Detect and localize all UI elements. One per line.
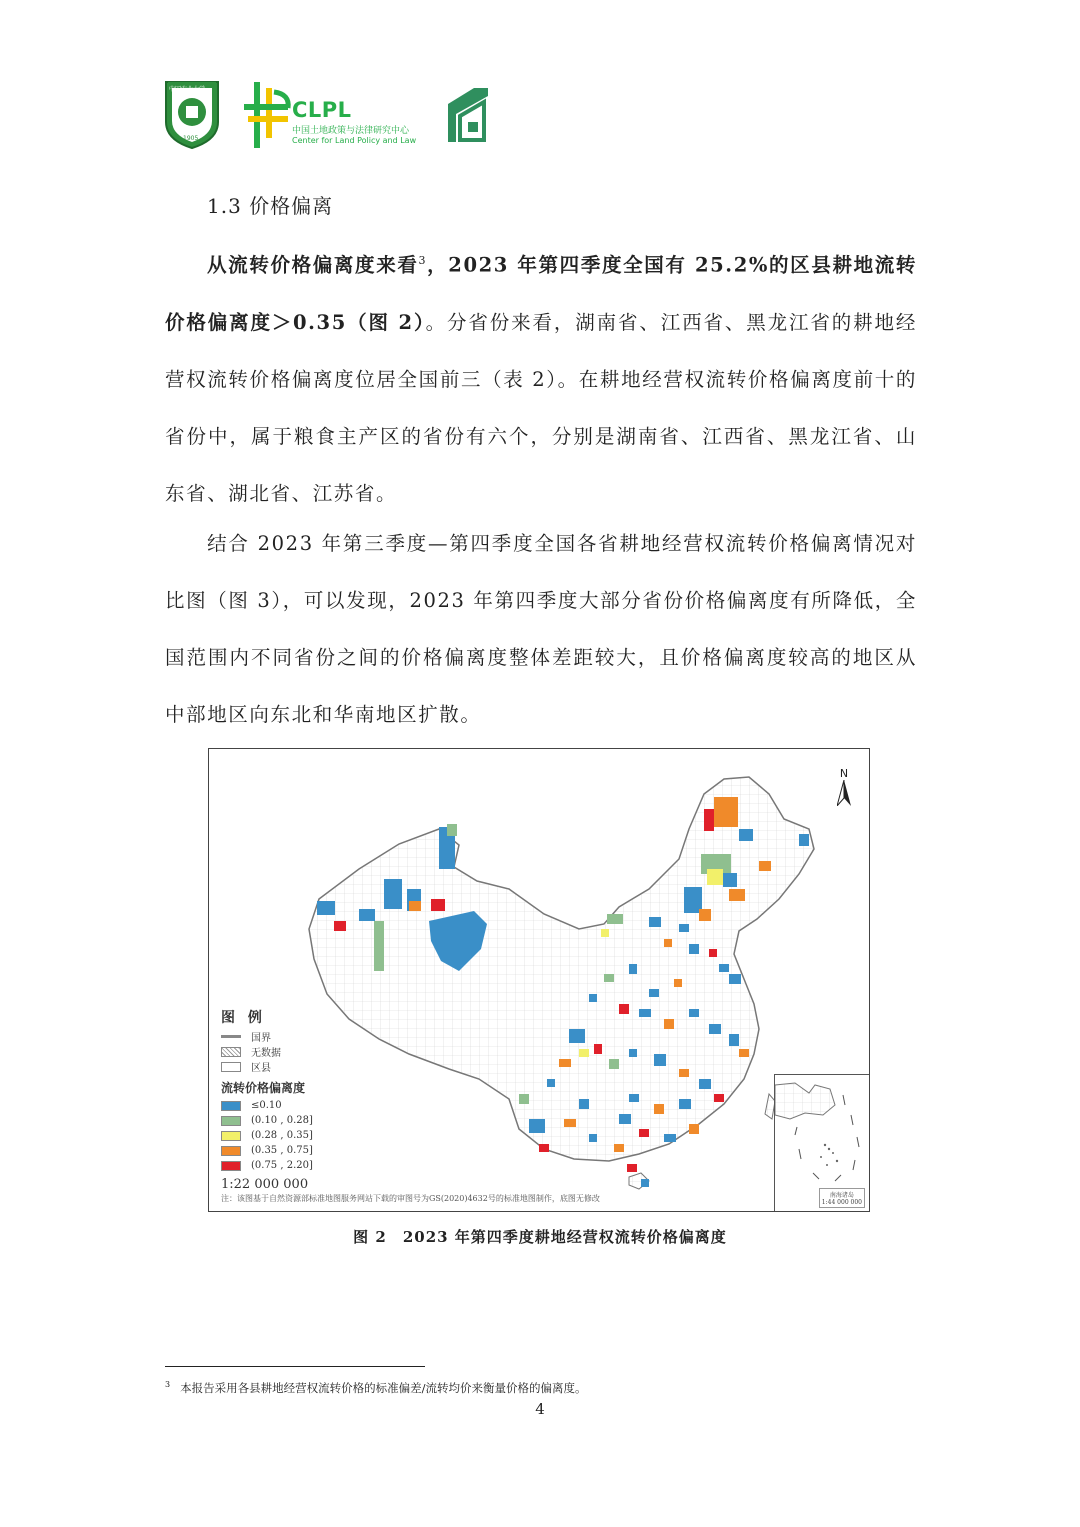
footnote-mark: 3 xyxy=(165,1380,171,1390)
page-number: 4 xyxy=(535,1400,545,1418)
clpl-logo-icon xyxy=(244,82,292,148)
class-swatch xyxy=(221,1161,241,1171)
border-line-icon xyxy=(221,1035,241,1038)
legend-county-row xyxy=(221,1059,313,1074)
china-outline xyxy=(309,777,814,1161)
legend-class-1 xyxy=(221,1113,313,1128)
south-china-sea-inset xyxy=(774,1074,869,1211)
region-xj-10 xyxy=(359,909,375,921)
region-hlj-1 xyxy=(714,797,738,827)
map-figure xyxy=(208,748,870,1212)
north-label: N xyxy=(839,767,849,780)
clpl-en: Center for Land Policy and Law xyxy=(292,136,417,145)
region-hlj-5 xyxy=(707,869,723,885)
region-ln-4 xyxy=(799,834,809,846)
class-label: (0.10 , 0.28] xyxy=(251,1115,313,1126)
region-nm-1 xyxy=(607,914,623,924)
legend-border-label: 国界 xyxy=(251,1033,271,1044)
legend-class-2 xyxy=(221,1128,313,1143)
p1-bold-b: ，2023 年第四季度全国有 25.2%的区县耕地流转价格偏离度＞0.35（图 2） xyxy=(165,253,917,334)
p2-text: 结合 2023 年第三季度—第四季度全国各省耕地经营权流转价格偏离情况对比图（图 3），可以发现，2023 年第四季度大部分省份价格偏离度有所降低，全国范围内不同省份之间的价格偏离度整体差距较大，且价格偏离度较高的地区从中部地区向东北和华南地区扩散。 xyxy=(165,532,917,726)
region-nm-2 xyxy=(601,929,609,937)
class-label: ≤0.10 xyxy=(251,1100,282,1111)
class-swatch xyxy=(221,1146,241,1156)
header-logos xyxy=(160,78,520,150)
north-arrow-icon xyxy=(837,780,851,806)
p1-rest: 。分省份来看，湖南省、江西省、黑龙江省的耕地经营权流转价格偏离度位居全国前三（表 2）。在耕地经营权流转价格偏离度前十的省份中，属于粮食主产区的省份有六个，分别是湖南省、江西省、黑龙江省、山东省、湖北省、江苏省。 xyxy=(165,310,917,505)
figure-caption: 图 2 2023 年第四季度耕地经营权流转价格偏离度 xyxy=(353,1228,727,1246)
nodata-hatch-icon xyxy=(221,1047,241,1057)
cau-logo-year: 1905 xyxy=(183,135,199,142)
institute-logo-icon xyxy=(444,84,492,144)
section-heading: 1.3 价格偏离 xyxy=(207,194,334,218)
region-xj-6 xyxy=(409,901,421,911)
region-ln-3 xyxy=(759,861,771,871)
class-label: (0.35 , 0.75] xyxy=(251,1145,313,1156)
class-swatch xyxy=(221,1101,241,1111)
north-arrow xyxy=(837,767,851,809)
footnote-ref[interactable]: 3 xyxy=(418,254,428,267)
inset-label xyxy=(819,1188,865,1208)
clpl-cn: 中国土地政策与法律研究中心 xyxy=(292,126,410,136)
legend-class-4 xyxy=(221,1158,313,1173)
legend-class-3 xyxy=(221,1143,313,1158)
region-xj-4 xyxy=(447,824,457,836)
footnote xyxy=(165,1380,586,1396)
map-legend xyxy=(221,1007,313,1192)
region-jl-1 xyxy=(729,889,745,901)
region-hlj-3 xyxy=(739,829,753,841)
footnote-text: 本报告采用各县耕地经营权流转价格的标准偏差/流转均价来衡量价格的偏离度。 xyxy=(180,1381,587,1395)
region-ln-2 xyxy=(699,909,711,921)
legend-title: 图 例 xyxy=(221,1010,266,1026)
class-swatch xyxy=(221,1131,241,1141)
region-hlj-2 xyxy=(704,809,714,831)
clpl-text xyxy=(292,98,416,145)
legend-subtitle: 流转价格偏离度 xyxy=(221,1081,306,1095)
region-xj-7 xyxy=(317,901,335,915)
paragraph-2 xyxy=(165,515,917,743)
class-label: (0.75 , 2.20] xyxy=(251,1160,313,1171)
legend-county-label: 区县 xyxy=(251,1063,271,1074)
legend-border-row xyxy=(221,1029,313,1044)
legend-class-0 xyxy=(221,1098,313,1113)
county-swatch-icon xyxy=(221,1062,241,1072)
inset-label-title: 南海诸岛 xyxy=(829,1192,854,1199)
paragraph-1 xyxy=(165,232,917,522)
region-xj-9 xyxy=(374,921,384,971)
region-xj-5 xyxy=(431,899,445,911)
map-scale: 1:22 000 000 xyxy=(221,1177,309,1192)
region-xj-1 xyxy=(384,879,402,909)
p1-bold-a: 从流转价格偏离度来看 xyxy=(207,253,419,277)
legend-nodata-row xyxy=(221,1044,313,1059)
clpl-title: CLPL xyxy=(292,98,352,122)
region-hlj-6 xyxy=(723,873,737,887)
inset-label-scale: 1:44 000 000 xyxy=(821,1199,862,1206)
class-label: (0.28 , 0.35] xyxy=(251,1130,313,1141)
region-xj-8 xyxy=(334,921,346,931)
footnote-divider xyxy=(165,1366,425,1367)
class-swatch xyxy=(221,1116,241,1126)
legend-nodata-label: 无数据 xyxy=(251,1048,281,1059)
map-note: 注：该图基于自然资源部标准地图服务网站下载的审图号为GS(2020)4632号的标准地图制作，底图无修改 xyxy=(221,1194,600,1203)
cau-logo-name: 中国农业大学 xyxy=(169,86,206,93)
